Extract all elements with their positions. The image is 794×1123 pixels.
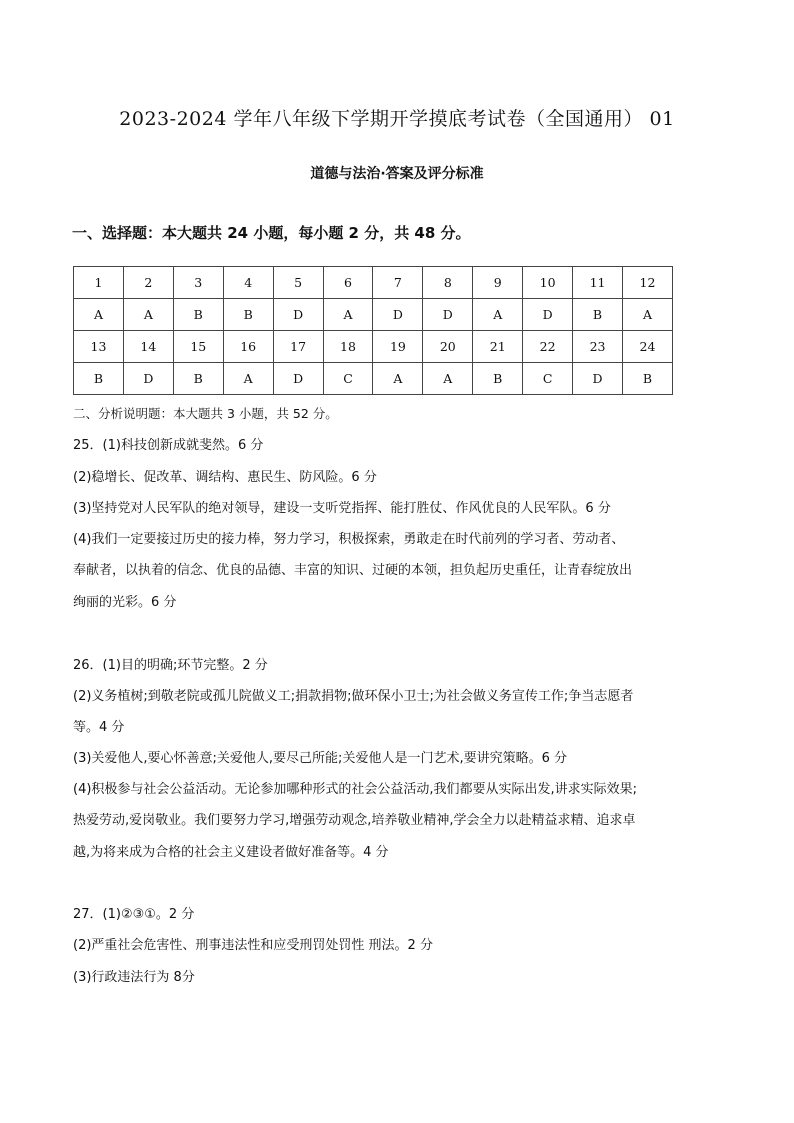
answer-cell: D bbox=[573, 363, 623, 395]
q27-line-1: 27．(1)②③①。2 分 bbox=[73, 907, 195, 922]
q25-line-1: 25．(1)科技创新成就斐然。6 分 bbox=[73, 438, 264, 453]
question-number-cell: 9 bbox=[473, 267, 523, 299]
page-subtitle: 道德与法治·答案及评分标准 bbox=[310, 166, 484, 182]
answer-cell: D bbox=[523, 299, 573, 331]
question-number-cell: 6 bbox=[323, 267, 373, 299]
q25-line-4c: 绚丽的光彩。6 分 bbox=[73, 595, 177, 610]
answer-cell: A bbox=[622, 299, 672, 331]
answer-cell: A bbox=[323, 299, 373, 331]
q25-line-4b: 奉献者，以执着的信念、优良的品德、丰富的知识、过硬的本领，担负起历史重任，让青春绽放出 bbox=[73, 563, 633, 578]
question-number-cell: 3 bbox=[173, 267, 223, 299]
question-number-cell: 22 bbox=[523, 331, 573, 363]
section1-heading: 一、选择题：本大题共 24 小题，每小题 2 分，共 48 分。 bbox=[72, 224, 471, 242]
question-number-cell: 4 bbox=[223, 267, 273, 299]
answer-cell: A bbox=[74, 299, 124, 331]
question-number-cell: 24 bbox=[622, 331, 672, 363]
question-number-cell: 11 bbox=[573, 267, 623, 299]
question-number-cell: 2 bbox=[123, 267, 173, 299]
q26-line-4a: (4)积极参与社会公益活动。无论参加哪种形式的社会公益活动,我们都要从实际出发,讲求实际效果; bbox=[73, 782, 638, 797]
question-number-cell: 8 bbox=[423, 267, 473, 299]
answer-cell: A bbox=[223, 363, 273, 395]
answer-table bbox=[73, 266, 673, 395]
q27-line-3: (3)行政违法行为 8分 bbox=[73, 970, 195, 985]
answer-cell: B bbox=[173, 363, 223, 395]
q26-line-2a: (2)义务植树;到敬老院或孤儿院做义工;捐款捐物;做环保小卫士;为社会做义务宣传工作;争当志愿者 bbox=[73, 689, 634, 704]
question-number-cell: 23 bbox=[573, 331, 623, 363]
answer-cell: A bbox=[473, 299, 523, 331]
answer-cell: D bbox=[273, 299, 323, 331]
answer-cell: B bbox=[74, 363, 124, 395]
answer-cell: C bbox=[523, 363, 573, 395]
answer-cell: D bbox=[123, 363, 173, 395]
question-number-cell: 7 bbox=[373, 267, 423, 299]
q26-line-1: 26．(1)目的明确;环节完整。2 分 bbox=[73, 658, 268, 673]
answer-cell: A bbox=[123, 299, 173, 331]
q26-line-3: (3)关爱他人,要心怀善意;关爱他人,要尽己所能;关爱他人是一门艺术,要讲究策略。6 分 bbox=[73, 751, 567, 766]
answer-cell: D bbox=[273, 363, 323, 395]
section2-heading: 二、分析说明题：本大题共 3 小题，共 52 分。 bbox=[73, 406, 338, 421]
q27-line-2: (2)严重社会危害性、刑事违法性和应受刑罚处罚性 刑法。2 分 bbox=[73, 938, 433, 953]
answer-cell: B bbox=[173, 299, 223, 331]
q26-line-2b: 等。4 分 bbox=[73, 720, 125, 735]
question-number-cell: 1 bbox=[74, 267, 124, 299]
question-number-cell: 21 bbox=[473, 331, 523, 363]
question-number-cell: 19 bbox=[373, 331, 423, 363]
q25-line-3: (3)坚持党对人民军队的绝对领导，建设一支听党指挥、能打胜仗、作风优良的人民军队。6 分 bbox=[73, 501, 611, 516]
question-number-cell: 17 bbox=[273, 331, 323, 363]
q26-line-4b: 热爱劳动,爱岗敬业。我们要努力学习,增强劳动观念,培养敬业精神,学会全力以赴精益求精、追求卓 bbox=[73, 813, 636, 828]
answer-table-row bbox=[74, 363, 673, 395]
q26-line-4c: 越,为将来成为合格的社会主义建设者做好准备等。4 分 bbox=[73, 845, 389, 860]
answer-cell: D bbox=[423, 299, 473, 331]
answer-cell: A bbox=[373, 363, 423, 395]
answer-cell: B bbox=[622, 363, 672, 395]
q25-line-2: (2)稳增长、促改革、调结构、惠民生、防风险。6 分 bbox=[73, 470, 377, 485]
question-number-cell: 5 bbox=[273, 267, 323, 299]
answer-cell: C bbox=[323, 363, 373, 395]
question-number-cell: 14 bbox=[123, 331, 173, 363]
question-number-cell: 15 bbox=[173, 331, 223, 363]
question-number-cell: 16 bbox=[223, 331, 273, 363]
answer-cell: A bbox=[423, 363, 473, 395]
answer-cell: B bbox=[473, 363, 523, 395]
question-number-cell: 18 bbox=[323, 331, 373, 363]
answer-table-row bbox=[74, 267, 673, 299]
question-number-cell: 13 bbox=[74, 331, 124, 363]
answer-cell: D bbox=[373, 299, 423, 331]
answer-table-row bbox=[74, 299, 673, 331]
answer-table-row bbox=[74, 331, 673, 363]
question-number-cell: 10 bbox=[523, 267, 573, 299]
page-title: 2023-2024 学年八年级下学期开学摸底考试卷（全国通用） 01 bbox=[119, 108, 675, 130]
question-number-cell: 20 bbox=[423, 331, 473, 363]
q25-line-4a: (4)我们一定要接过历史的接力棒，努力学习，积极探索，勇敢走在时代前列的学习者、劳动者、 bbox=[73, 532, 625, 547]
question-number-cell: 12 bbox=[622, 267, 672, 299]
answer-cell: B bbox=[573, 299, 623, 331]
answer-cell: B bbox=[223, 299, 273, 331]
